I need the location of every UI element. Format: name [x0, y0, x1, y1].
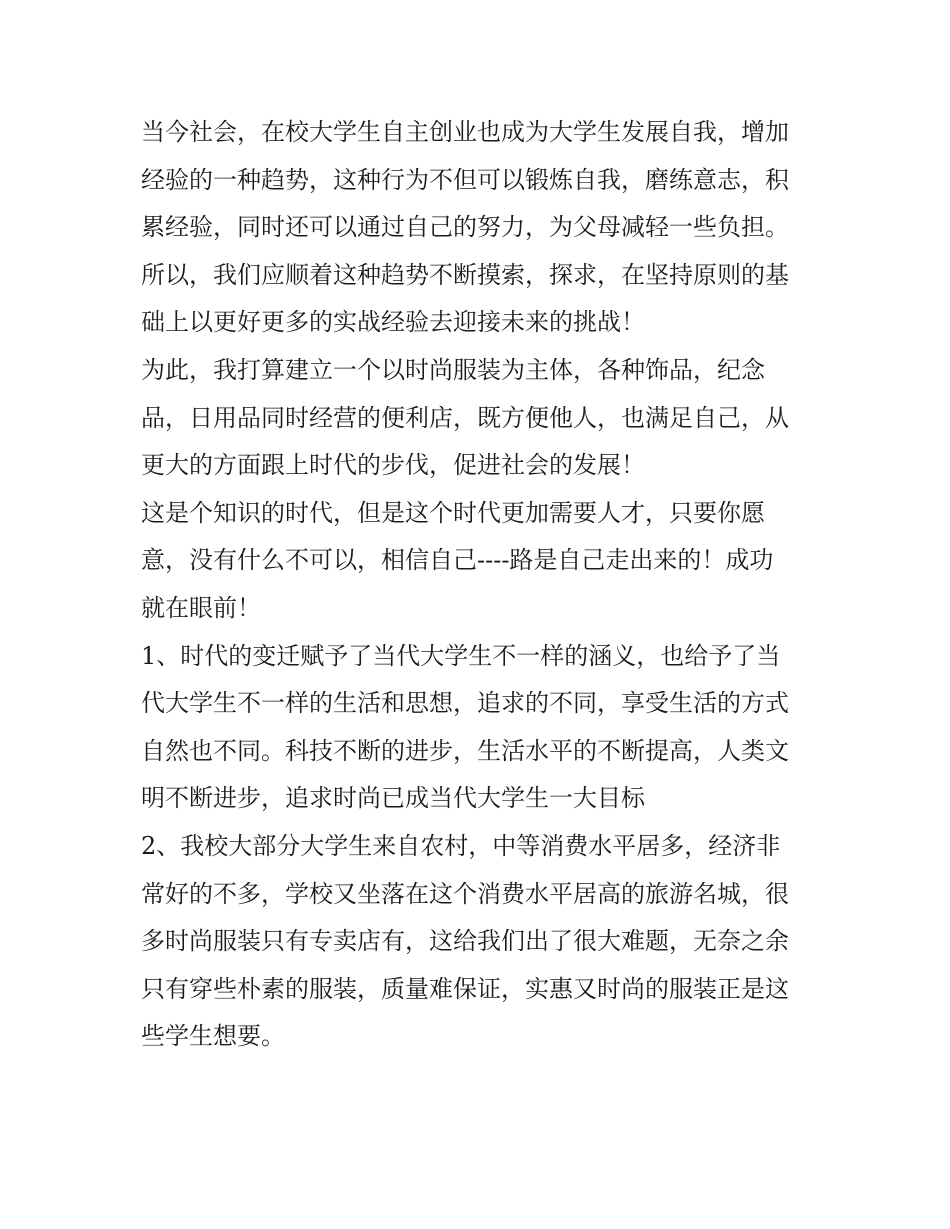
text-line: 意，没有什么不可以，相信自己----路是自己走出来的！成功	[141, 546, 774, 575]
text-line: 础上以更好更多的实战经验去迎接未来的挑战！	[141, 308, 645, 337]
text-line: 就在眼前！	[141, 593, 261, 622]
text-line: 所以，我们应顺着这种趋势不断摸索，探求，在坚持原则的基	[141, 260, 789, 289]
text-line: 常好的不多，学校又坐落在这个消费水平居高的旅游名城，很	[141, 879, 789, 908]
text-line: 更大的方面跟上时代的步伐，促进社会的发展！	[141, 451, 645, 480]
paragraph-point-2	[141, 823, 816, 1061]
text-line: 经验的一种趋势，这种行为不但可以锻炼自我，磨练意志，积	[141, 165, 789, 194]
text-line: 累经验，同时还可以通过自己的努力，为父母减轻一些负担。	[141, 213, 789, 242]
paragraph-point-1	[141, 633, 816, 823]
text-line: 1、时代的变迁赋予了当代大学生不一样的涵义，也给予了当	[141, 641, 781, 670]
paragraph-plan	[141, 347, 816, 490]
text-line: 明不断进步，追求时尚已成当代大学生一大目标	[141, 784, 645, 813]
paragraph-motivation	[141, 490, 816, 633]
document-body	[141, 109, 816, 1061]
text-line: 多时尚服装只有专卖店有，这给我们出了很大难题，无奈之余	[141, 927, 789, 956]
text-line: 只有穿些朴素的服装，质量难保证，实惠又时尚的服装正是这	[141, 974, 789, 1003]
text-line: 2、我校大部分大学生来自农村，中等消费水平居多，经济非	[141, 831, 781, 860]
text-line: 自然也不同。科技不断的进步，生活水平的不断提高，人类文	[141, 736, 789, 765]
paragraph-intro	[141, 109, 816, 347]
text-line: 些学生想要。	[141, 1022, 285, 1051]
text-line: 品，日用品同时经营的便利店，既方便他人，也满足自己，从	[141, 403, 789, 432]
text-line: 这是个知识的时代，但是这个时代更加需要人才，只要你愿	[141, 498, 765, 527]
text-line: 当今社会，在校大学生自主创业也成为大学生发展自我，增加	[141, 118, 789, 146]
text-line: 为此，我打算建立一个以时尚服装为主体，各种饰品，纪念	[141, 355, 765, 384]
text-line: 代大学生不一样的生活和思想，追求的不同，享受生活的方式	[141, 689, 789, 718]
